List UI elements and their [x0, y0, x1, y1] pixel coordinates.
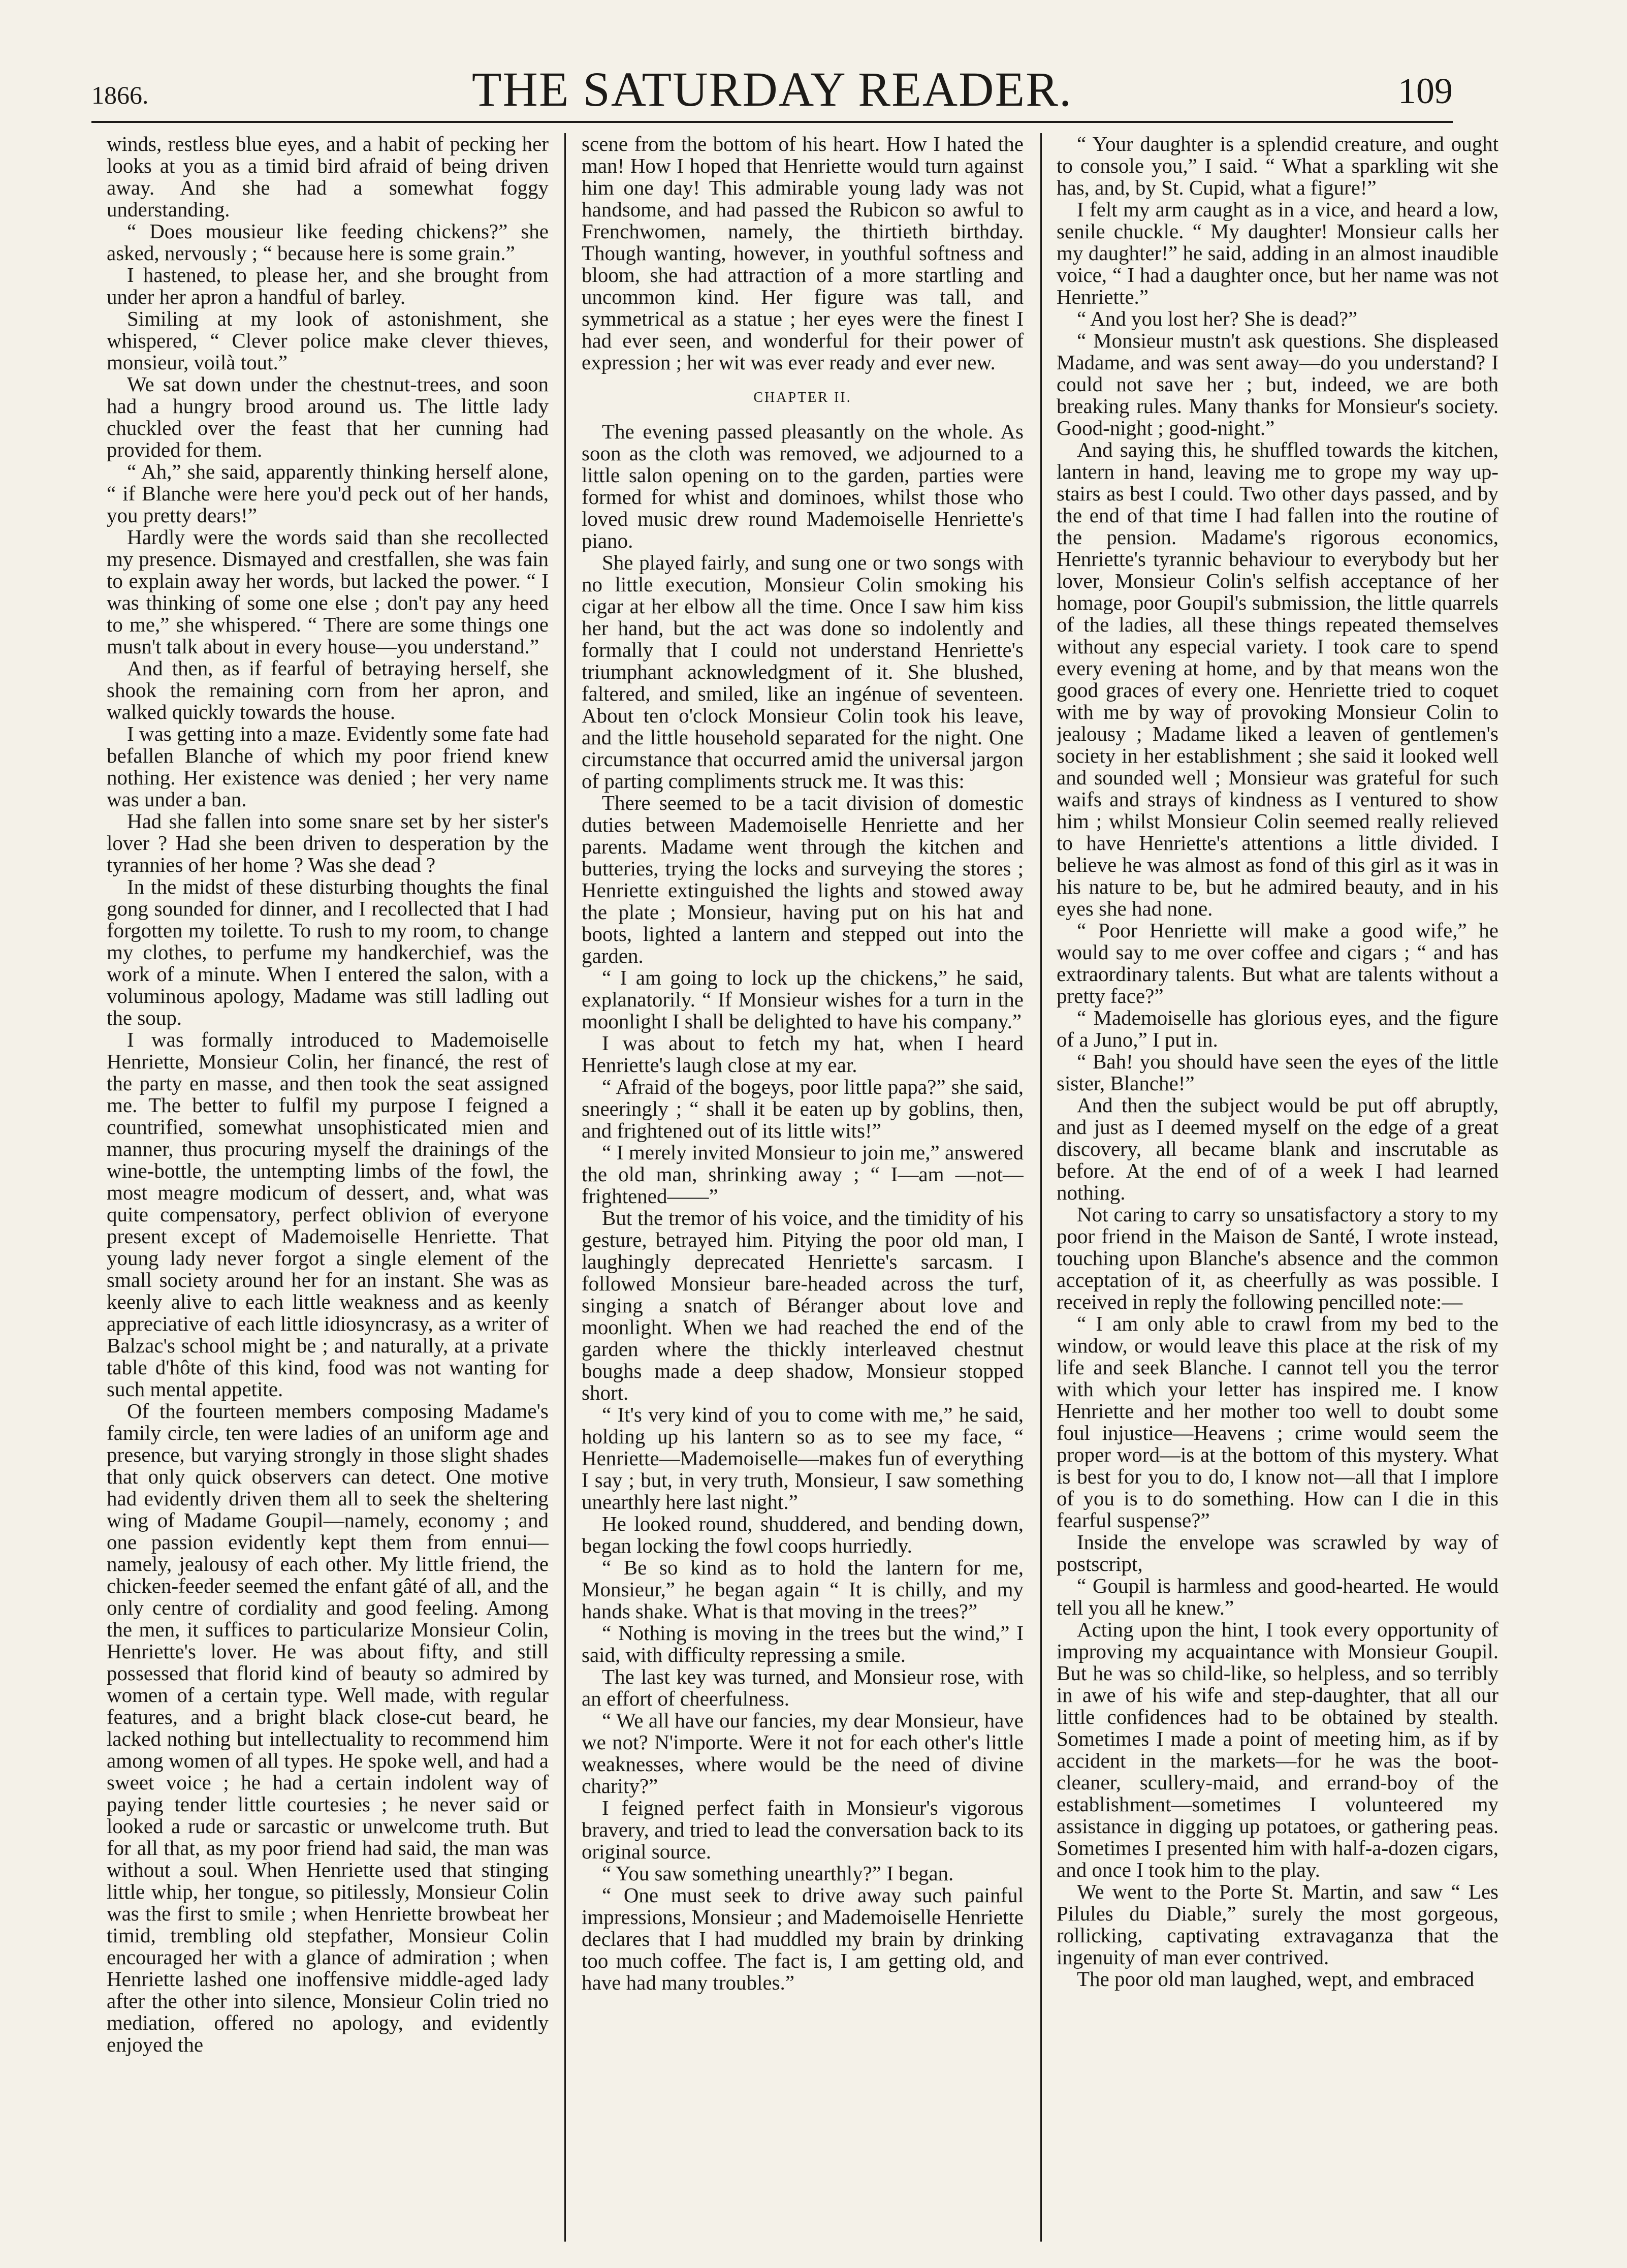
paragraph: Inside the envelope was scrawled by way of postscript,: [1057, 1530, 1498, 1576]
paragraph: “ We all have our fancies, my dear Monsieur, have we not? N'importe. Were it not for each other's little weaknesses, where would be the need of divine charity?”: [582, 1709, 1024, 1798]
header-year: 1866.: [91, 81, 149, 109]
paragraph: The last key was turned, and Monsieur rose, with an effort of cheerfulness.: [582, 1665, 1024, 1710]
paragraph: “ Your daughter is a splendid creature, and ought to console you,” I said. “ What a sparkling wit she has, and, by St. Cupid, what a figure!”: [1057, 133, 1498, 199]
page-header: [91, 61, 1453, 122]
paragraph: We sat down under the chestnut-trees, and soon had a hungry brood around us. The little lady chuckled over the feast that her cunning had provided for them.: [107, 372, 549, 461]
paragraph: “ I am only able to crawl from my bed to the window, or would leave this place at the risk of my life and seek Blanche. I cannot tell you the terror with which your letter has inspired me. I know Henriette and her mother too well to doubt some foul injustice—Heavens ; crime would seem the proper word—is at the bottom of this mystery. What is best for you to do, I know not—all that I implore of you is to do something. How can I die in this fearful suspense?”: [1057, 1312, 1498, 1532]
paragraph: I feigned perfect faith in Monsieur's vigorous bravery, and tried to lead the conversation back to its original source.: [582, 1796, 1024, 1863]
paragraph: “ It's very kind of you to come with me,” he said, holding up his lantern so as to see my face, “ Henriette—Mademoiselle—makes fun of everything I say ; but, in very truth, Monsieur, I saw something unearthly here last night.”: [582, 1403, 1024, 1514]
column-divider: [564, 133, 566, 2242]
paragraph: Acting upon the hint, I took every opportunity of improving my acquaintance with Monsieur Goupil. But he was so child-like, so helpless, and so terribly in awe of his wife and step-daughter, that all our little confidences had to be obtained by stealth. Sometimes I made a point of meeting him, as if by accident in the markets—for he was the boot-cleaner, scullery-maid, and errand-boy of the establishment—sometimes I volunteered my assistance in digging up potatoes, or gathering peas. Sometimes I presented him with half-a-dozen cigars, and once I took him to the play.: [1057, 1618, 1498, 1881]
column-1: [107, 133, 549, 2242]
paragraph: Similing at my look of astonishment, she whispered, “ Clever police make clever thieves, monsieur, voilà tout.”: [107, 307, 549, 374]
page-number: 109: [1398, 71, 1453, 111]
paragraph: “ Does mousieur like feeding chickens?” she asked, nervously ; “ because here is some grain.”: [107, 219, 549, 265]
header-rule: [91, 121, 1453, 123]
paragraph: And saying this, he shuffled towards the kitchen, lantern in hand, leaving me to grope my way up-stairs as best I could. Two other days passed, and by the end of that time I had fallen into the routine of the pension. Madame's rigorous economics, Henriette's tyrannic behaviour to everybody but her lover, Monsieur Colin's selfish acceptance of her homage, poor Goupil's submission, the little quarrels of the ladies, all these things repeated themselves without any especial variety. I took care to spend every evening at home, and by that means won the good graces of every one. Henriette tried to coquet with me by way of provoking Monsieur Colin to jealousy ; Madame liked a leaven of gentlemen's society in her establishment ; she said it looked well and sounded well ; Monsieur was grateful for such waifs and strays of kindness as I ventured to show him ; whilst Monsieur Colin seemed really relieved to have Henriette's attentions a little divided. I believe he was almost as fond of this girl as it was in his nature to be, but he admired beauty, and in his eyes she had none.: [1057, 438, 1498, 920]
paragraph: I was getting into a maze. Evidently some fate had befallen Blanche of which my poor friend knew nothing. Her existence was denied ; her very name was under a ban.: [107, 722, 549, 811]
masthead-title: THE SATURDAY READER.: [471, 62, 1073, 116]
paragraph: We went to the Porte St. Martin, and saw “ Les Pilules du Diable,” surely the most gorgeous, rollicking, captivating extravaganza that the ingenuity of man ever contrived.: [1057, 1880, 1498, 1969]
paragraph: He looked round, shuddered, and bending down, began locking the fowl coops hurriedly.: [582, 1512, 1024, 1557]
paragraph: “ I am going to lock up the chickens,” he said, explanatorily. “ If Monsieur wishes for a turn in the moonlight I shall be delighted to have his company.”: [582, 966, 1024, 1033]
paragraph: I was about to fetch my hat, when I heard Henriette's laugh close at my ear.: [582, 1031, 1024, 1077]
paragraph: The evening passed pleasantly on the whole. As soon as the cloth was removed, we adjourned to a little salon opening on to the garden, parties were formed for whist and dominoes, whilst those who loved music drew round Mademoiselle Henriette's piano.: [582, 420, 1024, 552]
paragraph: “ Be so kind as to hold the lantern for me, Monsieur,” he began again “ It is chilly, and my hands shake. What is that moving in the trees?”: [582, 1556, 1024, 1623]
paragraph: In the midst of these disturbing thoughts the final gong sounded for dinner, and I recollected that I had forgotten my toilette. To rush to my room, to change my clothes, to perfume my handkerchief, was the work of a minute. When I entered the salon, with a voluminous apology, Madame was still ladling out the soup.: [107, 875, 549, 1029]
paragraph: Hardly were the words said than she recollected my presence. Dismayed and crestfallen, she was fain to explain away her words, but lacked the power. “ I was thinking of some one else ; don't pay any heed to me,” she whispered. “ There are some things one musn't talk about in every house—you understand.”: [107, 525, 549, 658]
paragraph: Not caring to carry so unsatisfactory a story to my poor friend in the Maison de Santé, I wrote instead, touching upon Blanche's absence and the common acceptation of it, as cheerfully as was possible. I received in reply the following pencilled note:—: [1057, 1203, 1498, 1313]
paragraph: I was formally introduced to Mademoiselle Henriette, Monsieur Colin, her financé, the rest of the party en masse, and then took the seat assigned me. The better to fulfil my purpose I feigned a countrified, somewhat unsophisticated mien and manner, thus procuring myself the drainings of the wine-bottle, the untempting limbs of the fowl, the most meagre modicum of dessert, and, what was quite compensatory, perfect oblivion of everyone present except of Mademoiselle Henriette. That young lady never forgot a single element of the small society around her for an instant. She was as keenly alive to each little weakness and as keenly appreciative of each little idiosyncrasy, as a writer of Balzac's school might be ; and naturally, at a private table d'hôte of this kind, food was not wanting for such mental appetite.: [107, 1028, 549, 1401]
paragraph: “ Monsieur mustn't ask questions. She displeased Madame, and was sent away—do you understand? I could not save her ; but, indeed, we are both breaking rules. Many thanks for Monsieur's society. Good-night ; good-night.”: [1057, 329, 1498, 439]
paragraph: But the tremor of his voice, and the timidity of his gesture, betrayed him. Pitying the poor old man, I laughingly deprecated Henriette's sarcasm. I followed Monsieur bare-headed across the turf, singing a snatch of Béranger about love and moonlight. When we had reached the end of the garden where the thickly interleaved chestnut boughs made a deep shadow, Monsieur stopped short.: [582, 1206, 1024, 1404]
paragraph: “ Ah,” she said, apparently thinking herself alone, “ if Blanche were here you'd peck out of her hands, you pretty dears!”: [107, 460, 549, 527]
paragraph: winds, restless blue eyes, and a habit of pecking her looks at you as a timid bird afraid of being driven away. And she had a somewhat foggy understanding.: [107, 133, 549, 221]
paragraph: scene from the bottom of his heart. How I hated the man! How I hoped that Henriette would turn against him one day! This admirable young lady was not handsome, and had passed the Rubicon so awful to Frenchwomen, namely, the thirtieth birthday. Though wanting, however, in youthful softness and bloom, she had attraction of a more startling and uncommon kind. Her figure was tall, and symmetrical as a statue ; her eyes were the finest I had ever seen, and wonderful for their power of expression ; her wit was ever ready and ever new.: [582, 133, 1024, 374]
column-3: [1057, 133, 1498, 2242]
column-divider: [1040, 133, 1042, 2242]
paragraph: And then, as if fearful of betraying herself, she shook the remaining corn from her apron, and walked quickly towards the house.: [107, 656, 549, 723]
paragraph: Of the fourteen members composing Madame's family circle, ten were ladies of an uniform age and presence, but varying strongly in those slight shades that only quick observers can detect. One motive had evidently driven them all to seek the sheltering wing of Madame Goupil—namely, economy ; and one passion evidently kept them from ennui—namely, jealousy of each other. My little friend, the chicken-feeder seemed the enfant gâté of all, and the only centre of cordiality and good feeling. Among the men, it suffices to particularize Monsieur Colin, Henriette's lover. He was about fifty, and still possessed that florid kind of beauty so admired by women of a certain type. Well made, with regular features, and a bright black close-cut beard, he lacked nothing but intellectuality to recommend him among women of all types. He spoke well, and had a sweet voice ; he had a certain indolent way of paying tender little courtesies ; he never said or looked a rude or sarcastic or unwelcome truth. But for all that, as my poor friend had said, the man was without a soul. When Henriette used that stinging little whip, her tongue, so pitilessly, Monsieur Colin was the first to smile ; when Henriette browbeat her timid, trembling old stepfather, Monsieur Colin encouraged her with a glance of admiration ; when Henriette lashed one inoffensive middle-aged lady after the other into silence, Monsieur Colin tried no mediation, offered no apology, and evidently enjoyed the: [107, 1399, 549, 2056]
paragraph: “ You saw something unearthly?” I began.: [602, 1862, 954, 1885]
paragraph: She played fairly, and sung one or two songs with no little execution, Monsieur Colin smoking his cigar at her elbow all the time. Once I saw him kiss her hand, but the act was done so indolently and formally that I could not understand Henriette's triumphant acknowledgment of it. She blushed, faltered, and smiled, like an ingénue of seventeen. About ten o'clock Monsieur Colin took his leave, and the little household separated for the night. One circumstance that occurred amid the universal jargon of parting compliments struck me. It was this:: [582, 551, 1024, 793]
paragraph: The poor old man laughed, wept, and embraced: [1077, 1967, 1475, 1991]
paragraph: “ Afraid of the bogeys, poor little papa?” she said, sneeringly ; “ shall it be eaten up by goblins, then, and frightened out of its little wits!”: [582, 1075, 1024, 1142]
paragraph: “ Nothing is moving in the trees but the wind,” I said, with difficulty repressing a smile.: [582, 1621, 1024, 1666]
column-2: [582, 133, 1024, 2242]
paragraph: “ Mademoiselle has glorious eyes, and the figure of a Juno,” I put in.: [1057, 1006, 1498, 1051]
paragraph: “ I merely invited Monsieur to join me,” answered the old man, shrinking away ; “ I—am —not—frightened——”: [582, 1141, 1024, 1208]
paragraph: Had she fallen into some snare set by her sister's lover ? Had she been driven to desperation by the tyrannies of her home ? Was she dead ?: [107, 809, 549, 876]
paragraph: I felt my arm caught as in a vice, and heard a low, senile chuckle. “ My daughter! Monsieur calls her my daughter!” he said, adding in an almost inaudible voice, “ I had a daughter once, but her name was not Henriette.”: [1057, 198, 1498, 308]
paragraph: “ Poor Henriette will make a good wife,” he would say to me over coffee and cigars ; “ and has extraordinary talents. But what are talents without a pretty face?”: [1057, 919, 1498, 1007]
chapter-heading: CHAPTER II.: [753, 390, 852, 405]
paragraph: There seemed to be a tacit division of domestic duties between Mademoiselle Henriette and her parents. Madame went through the kitchen and butteries, trying the locks and surveying the stores ; Henriette extinguished the lights and stowed away the plate ; Monsieur, having put on his hat and boots, lighted a lantern and stepped out into the garden.: [582, 791, 1024, 967]
paragraph: “ Bah! you should have seen the eyes of the little sister, Blanche!”: [1057, 1050, 1498, 1095]
paragraph: I hastened, to please her, and she brought from under her apron a handful of barley.: [107, 263, 549, 308]
paragraph: “ One must seek to drive away such painful impressions, Monsieur ; and Mademoiselle Henriette declares that I had muddled my brain by drinking too much coffee. The fact is, I am getting old, and have had many troubles.”: [582, 1883, 1024, 1994]
paragraph: “ And you lost her? She is dead?”: [1077, 307, 1358, 330]
paragraph: And then the subject would be put off abruptly, and just as I deemed myself on the edge of a great discovery, all became blank and inscrutable as before. At the end of of a week I had learned nothing.: [1057, 1093, 1498, 1204]
paragraph: “ Goupil is harmless and good-hearted. He would tell you all he knew.”: [1057, 1574, 1498, 1619]
